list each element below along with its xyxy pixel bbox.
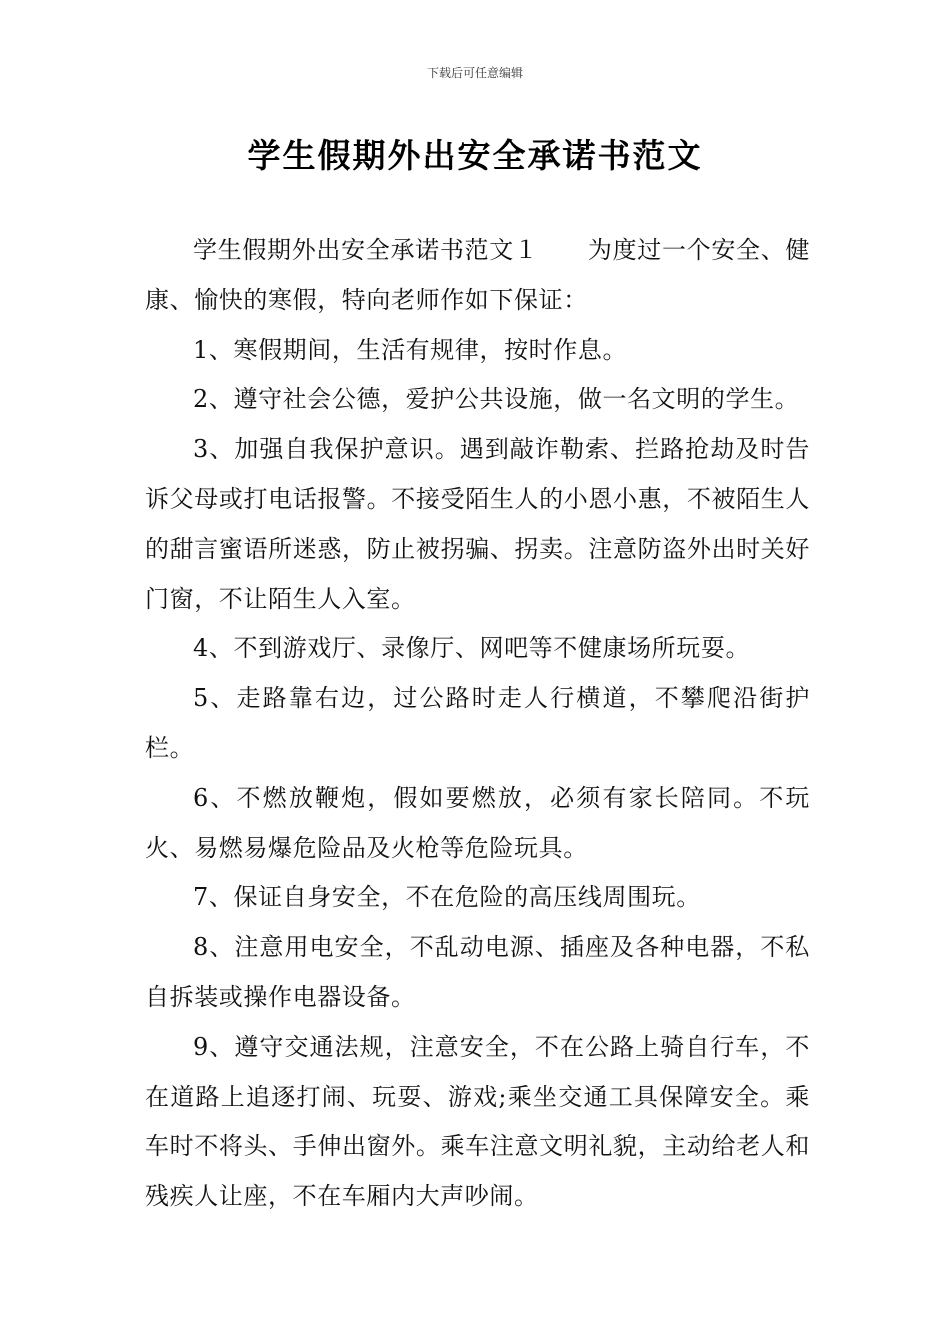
paragraph-item-3: 3、加强自我保护意识。遇到敲诈勒索、拦路抢劫及时告诉父母或打电话报警。不接受陌生人的小恩小惠，不被陌生人的甜言蜜语所迷惑，防止被拐骗、拐卖。注意防盗外出时关好门窗，不让陌生人入室。 [145,435,810,613]
document-title: 学生假期外出安全承诺书范文 [247,136,703,175]
paragraph-item-1: 1、寒假期间，生活有规律，按时作息。 [193,335,628,364]
paragraph-item-6: 6、不燃放鞭炮，假如要燃放，必须有家长陪同。不玩火、易燃易爆危险品及火枪等危险玩具。 [145,783,810,862]
paragraph-item-7: 7、保证自身安全，不在危险的高压线周围玩。 [193,883,701,912]
paragraph-item-2: 2、遵守社会公德，爱护公共设施，做一名文明的学生。 [193,385,800,414]
document-body [145,226,810,1222]
header-note: 下载后可任意编辑 [426,66,523,80]
paragraph-item-5: 5、走路靠右边，过公路时走人行横道，不攀爬沿街护栏。 [145,684,810,762]
paragraph-item-4: 4、不到游戏厅、录像厅、网吧等不健康场所玩耍。 [193,634,751,663]
paragraph-item-9: 9、遵守交通法规，注意安全，不在公路上骑自行车，不在道路上追逐打闹、玩耍、游戏;乘坐交通工具保障安全。乘车时不将头、手伸出窗外。乘车注意文明礼貌，主动给老人和残疾人让座，不在车厢内大声吵闹。 [145,1032,810,1211]
paragraph-item-8: 8、注意用电安全，不乱动电源、插座及各种电器，不私自拆装或操作电器设备。 [145,933,810,1011]
paragraph-intro: 学生假期外出安全承诺书范文１ 为度过一个安全、健康、愉快的寒假，特向老师作如下保证： [145,236,810,314]
